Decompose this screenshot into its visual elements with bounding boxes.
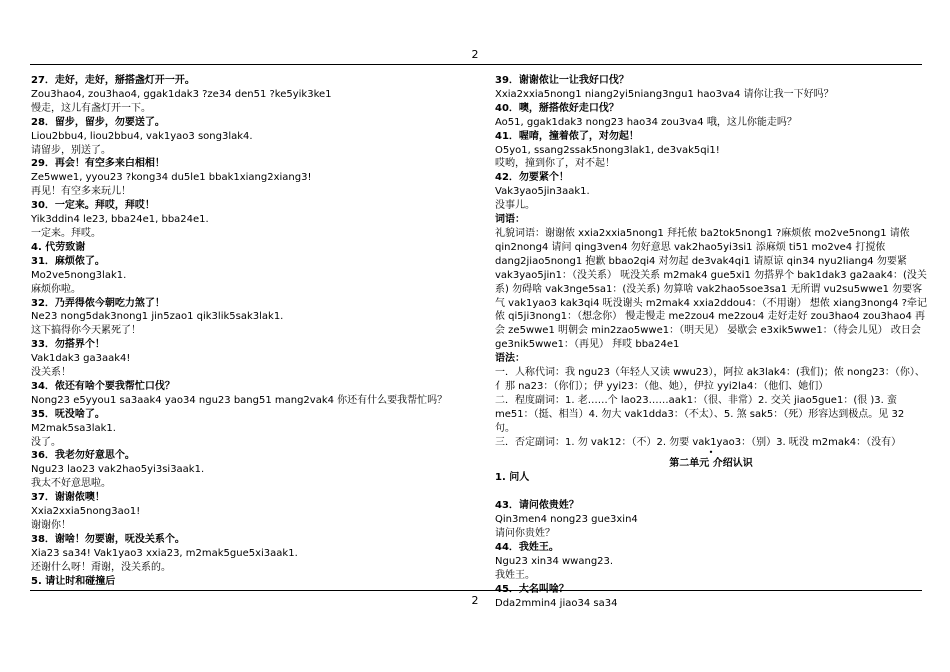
left-heading-line: 27．走好，走好，掰搭盏灯开一开。 [31,75,195,86]
right-blank-line [495,485,927,499]
left-column [31,74,461,589]
left-heading-line: 36．我老勿好意思个。 [31,450,135,462]
left-text-line: 还谢什么呀！甭谢，没关系的。 [31,561,171,573]
right-heading-line: 词语： [495,214,525,226]
right-heading-line: 39．谢谢侬让一让我好口伐？ [495,75,629,86]
right-bullet-dot: • [708,448,714,458]
left-text-line: 没了。 [31,436,61,448]
left-text-line: Nong23 e5yyou1 sa3aak4 yao34 ngu23 bang51 mang2vak4 你还有什么要我帮忙吗？ [31,394,448,406]
left-heading-line: 4. 代劳致谢 [31,241,86,253]
left-text-line: 谢谢你！ [31,520,71,531]
left-heading-line: 30．一定来。拜哎，拜哎！ [31,200,155,212]
left-heading-line: 35．呒没啥了。 [31,408,105,420]
left-text-line: Xia23 sa34! Vak1yao3 xxia23, m2mak5gue5xi3aak1. [31,547,298,559]
left-heading-line: 28．留步，留步，勿要送了。 [31,116,165,128]
right-heading-line: 第二单元 介绍认识 [669,458,753,470]
left-heading-line: 31．麻烦侬了。 [31,255,105,267]
right-text-line: 请问你贵姓？ [495,527,555,539]
left-text-line: 这下搞得你今天累死了！ [31,325,141,337]
right-text-line: Ngu23 xin34 wwang23. [495,555,614,567]
left-heading-line: 29．再会！有空多来白相相！ [31,158,165,170]
right-column [495,74,927,610]
left-text-line: 没关系！ [31,367,71,379]
left-text-line: Liou2bbu4, liou2bbu4, vak1yao3 song3lak4. [31,130,253,142]
left-text-line: 慢走，这儿有盏灯开一下。 [31,102,151,114]
left-text-line: M2mak5sa3lak1. [31,422,116,434]
right-text-line: Ao51, ggak1dak3 nong23 hao34 zou3va4 哦，这儿你能走吗？ [495,116,797,128]
left-heading-line: 32．乃弄得侬今朝吃力煞了！ [31,297,165,309]
left-heading-line: 38．谢啥！勿要谢，呒没关系个。 [31,533,185,545]
left-text-line: Zou3hao4, zou3hao4, ggak1dak3 ?ze34 den51 ?ke5yik3ke1 [31,88,332,100]
right-heading-line: 45．大名叫啥？ [495,583,569,595]
right-heading-line: 40．噢，掰搭侬好走口伐？ [495,102,619,114]
right-text-line: Dda2mmin4 jiao34 sa34 [495,597,618,609]
right-text-line: 没事儿。 [495,200,535,212]
right-text-line: Qin3men4 nong23 gue3xin4 [495,514,638,526]
page-number-bottom: 2 [471,594,479,607]
left-heading-line: 37．谢谢侬噢！ [31,492,105,504]
right-text-line: Xxia2xxia5nong1 niang2yi5niang3ngu1 hao3va4 请你让我一下好吗？ [495,88,834,100]
right-text-line: Vak3yao5jin3aak1. [495,186,590,198]
bottom-rule [30,590,922,591]
left-text-line: Ne23 nong5dak3nong1 jin5zao1 qik3lik5sak3lak1. [31,311,284,323]
left-text-line: Ze5wwe1, yyou23 ?kong34 du5le1 bbak1xiang2xiang3! [31,172,312,184]
right-text-line: 我姓王。 [495,569,535,581]
left-text-line: Ngu23 lao23 vak2hao5yi3si3aak1. [31,464,205,476]
left-heading-line: 5. 请让时和碰撞后 [31,575,116,587]
left-text-line: Mo2ve5nong3lak1. [31,269,127,281]
right-heading-line: 1. 问人 [495,472,530,484]
left-text-line: Xxia2xxia5nong3ao1! [31,506,141,518]
right-text-line: 哎哟，撞到你了，对不起！ [495,158,615,170]
right-heading-line: 41．喔唷，撞着侬了，对勿起！ [495,130,639,142]
right-paragraph: 礼貌词语：谢谢侬 xxia2xxia5nong1 拜托侬 ba2tok5nong1 ?麻烦侬 mo2ve5nong1 请侬 qin2nong4 请问 qing3ven4 勿好意思 vak2hao5yi3si1 添麻烦 ti51 mo2ve4 打搅侬 dang2jiao5nong1 抱歉 bbao2qi4 对勿起 de3vak4qi1 请原谅 qin34 nyu2liang4 勿要紧 vak3yao5jin1：（没关系） 呒没关系 m2mak4 gue5xi1 勿搭界个 bak1dak3 ga2aak4：(没关系) 勿碍啥 vak3nge5sa1：(没关系) 勿算啥 vak2hao5soe3sa1 无所谓 vu2su5wwe1 勿要客气 vak1yao3 kak3qi4 呒没谢头 m2mak4 xxia2ddou4：（不用谢） 想侬 xiang3nong4 ?牵记侬 qi5ji3nong1：（想念你） 慢走慢走 me2zou4 me2zou4 走好走好 zou3hao4 zou3hao4 再会 ze5wwe1 明朝会 min2zao5wwe1：（明天见） 晏歇会 e3xik5wwe1：（待会儿见） 改日会 ge3nik5wwe1：（再见） 拜哎 bba24e1 [495,227,927,351]
left-text-line: 麻烦你啦。 [31,283,81,295]
left-text-line: 请留步，别送了。 [31,144,111,156]
right-paragraph: 一．人称代词：我 ngu23（年轻人又读 wwu23），阿拉 ak3lak4：(我们)；侬 nong23：（你）、亻那 na23：（你们）；伊 yyi23：（他、她），伊拉 yyi2la4：（他们、她们） [495,367,925,392]
page-number-top: 2 [471,48,479,61]
right-heading-line: 43．请问侬贵姓？ [495,500,579,512]
left-text-line: Vak1dak3 ga3aak4! [31,353,131,365]
right-heading-line: 语法： [495,353,525,365]
top-rule [30,64,922,65]
left-heading-line: 34．侬还有啥个要我帮忙口伐？ [31,380,175,392]
left-text-line: 再见！有空多来玩儿！ [31,186,131,198]
left-heading-line: 33．勿搭界个！ [31,339,105,351]
right-paragraph: 三．否定副词：1. 勿 vak12：（不）2. 勿要 vak1yao3：（别）3. 呒没 m2mak4：（没有） [495,436,902,448]
right-text-line: O5yo1, ssang2ssak5nong3lak1, de3vak5qi1! [495,144,720,156]
right-heading-line: 42．勿要紧个！ [495,172,569,184]
left-text-line: 一定来。拜哎。 [31,227,101,239]
left-text-line: 我太不好意思啦。 [31,478,111,490]
left-text-line: Yik3ddin4 le23, bba24e1, bba24e1. [31,214,209,226]
right-paragraph: 二．程度副词：1. 老……个 lao23……aak1：（很、非常）2. 交关 jiao5gue1：(很 )3. 蛮 me51：（挺、相当）4. 勿大 vak1dda3：（不太）、5. 煞 sak5：（死）形容达到极点。见 32 句。 [495,394,905,434]
right-heading-line: 44．我姓王。 [495,541,559,553]
